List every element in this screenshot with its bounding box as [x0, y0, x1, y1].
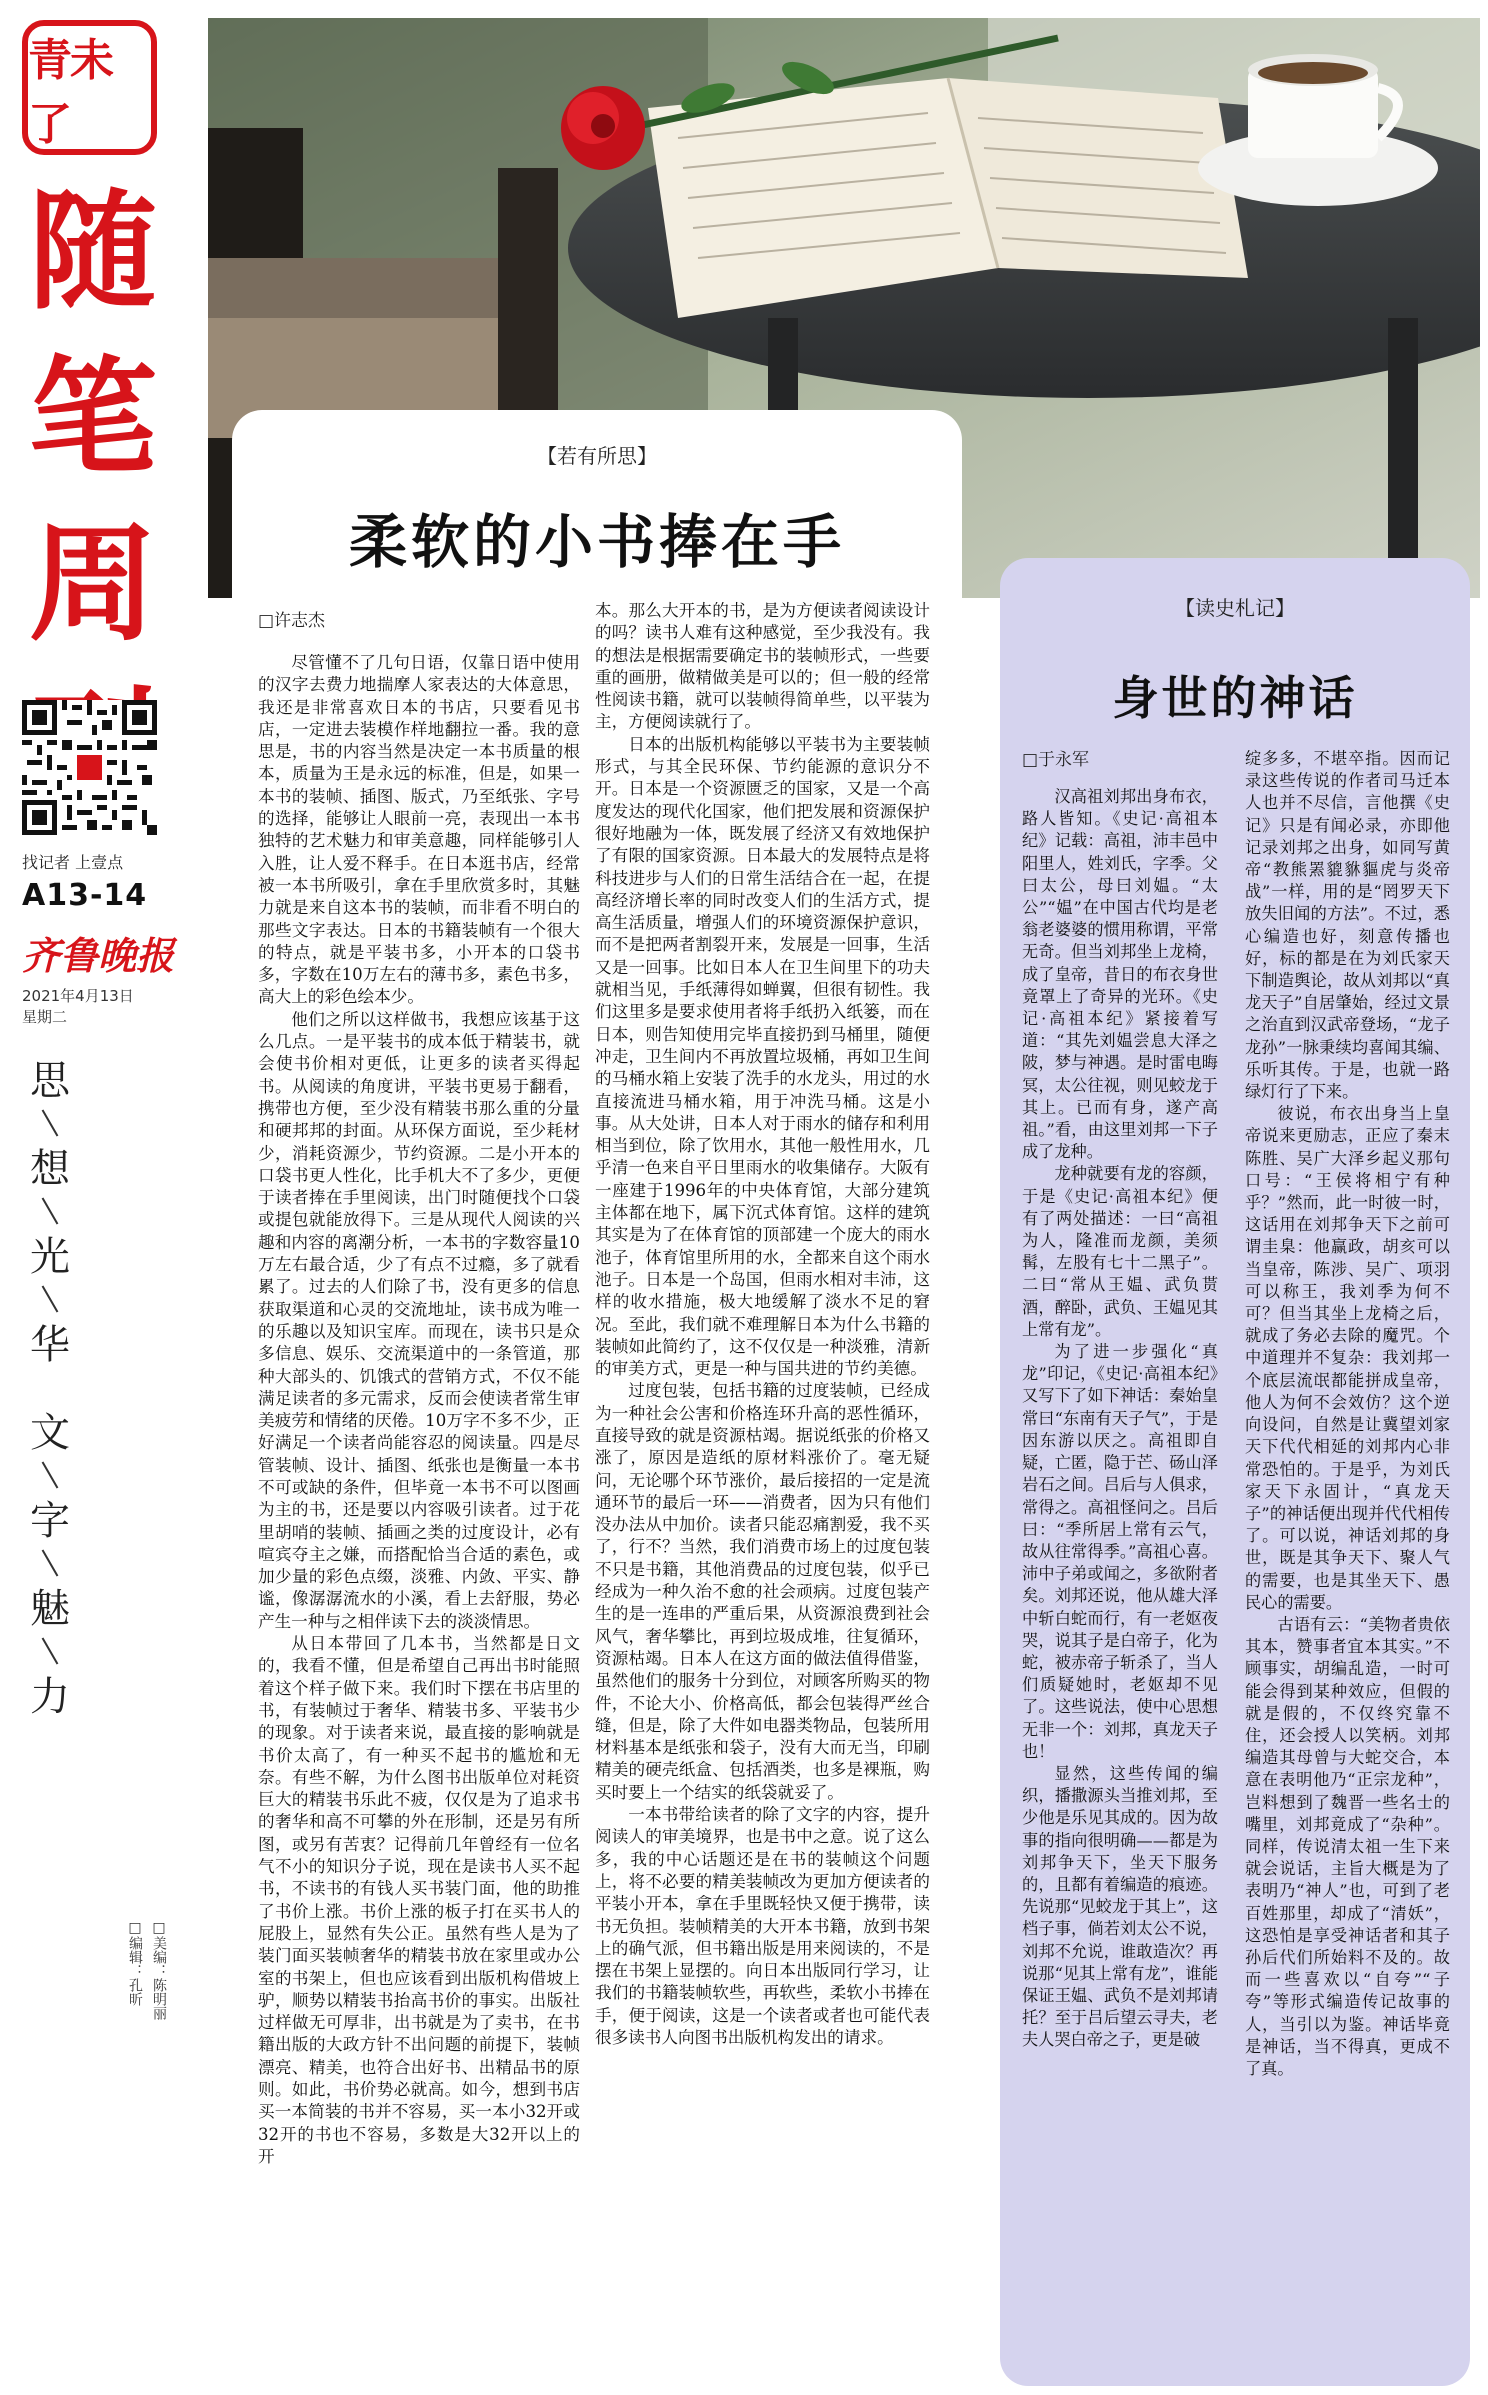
masthead [0, 0, 190, 2395]
qr-code-icon[interactable] [22, 700, 157, 835]
slogan-separator [42, 1110, 59, 1137]
paragraph: 尽管懂不了几句日语，仅靠日语中使用的汉字去费力地揣摩人家表达的大体意思，我还是非常喜欢日本的书店，只要看见书店，一定进去装模作样地翻拉一番。我的意思是，书的内容当然是决定一本书质量的根本，质量为王是永远的标准，但是，如果一本书的装帧、插图、版式，乃至纸张、字号的选择，能够让人眼前一亮，表现出一本书独特的艺术魅力和审美意趣，同样能够引人入胜，让人爱不释手。在日本逛书店，经常被一本书所吸引，拿在手里欣赏多时，其魅力就是来自这本书的装帧，而非看不明白的那些文字表达。日本的书籍装帧有一个很大的特点，就是平装书多，小开本的口袋书多，字数在10万左右的薄书多，素色书多，高大上的彩色绘本少。 [258, 653, 580, 1007]
article2-column-2 [1245, 748, 1450, 2378]
paragraph: 为了进一步强化“真龙”印记，《史记·高祖本纪》又写下了如下神话：秦始皇常曰“东南有天子气”，于是因东游以厌之。高祖即自疑，亡匿，隐于芒、砀山泽岩石之间。吕后与人俱求，常得之。高祖怪问之。吕后曰：“季所居上常有云气，故从往常得季。”高祖心喜。沛中子弟或闻之，多欲附者矣。刘邦还说，他从雄大泽中斩白蛇而行，有一老妪夜哭，说其子是白帝子，化为蛇，被赤帝子斩杀了，当人们质疑她时，老妪却不见了。这些说法，使中心思想无非一个：刘邦，真龙天子也！ [1022, 1342, 1218, 1761]
reporter-tag: 找记者 上壹点 [22, 853, 124, 872]
paragraph: 一本书带给读者的除了文字的内容，提升阅读人的审美境界，也是书中之意。说了这么多，我的中心话题还是在书的装帧这个问题上，将不必要的精美装帧改为更加方便读者的平装小开本，拿在手里既轻快又便于携带，读书无负担。装帧精美的大开本书籍，放到书架上的确气派，但书籍出版是用来阅读的，不是摆在书架上显摆的。向日本出版同行学习，让我们的书籍装帧软些，再软些，柔软小书捧在手，便于阅读，这是一个读者或者也可能代表很多读书人向图书出版机构发出的请求。 [595, 1805, 930, 2047]
article2-title: 身世的神话 [1112, 671, 1358, 725]
paragraph: 绽多多，不堪卒指。因而记录这些传说的作者司马迁本人也并不尽信，言他撰《史记》只是有闻必录，亦即他记录刘邦之出身，如同写黄帝“教熊罴貔貅貙虎与炎帝战”一样，用的是“罔罗天下放失旧闻的方法”。不过，悉心编造也好，刻意传播也好，标的都是在为刘氏家天下制造舆论，故从刘邦以“真龙天子”自居肇始，经过文景之治直到汉武帝登场，“龙子龙孙”一脉秉续均喜闻其编、乐听其传。于是，也就一路绿灯行了下来。 [1245, 749, 1450, 1102]
paragraph: 日本的出版机构能够以平装书为主要装帧形式，与其全民环保、节约能源的意识分不开。日本是一个资源匮乏的国家，又是一个高度发达的现代化国家，他们把发展和资源保护很好地融为一体，既发展了经济又有效地保护了有限的国家资源。日本最大的发展特点是将科技进步与人们的日常生活结合在一起，在提高经济增长率的同时改变人们的生活方式，提高生活质量，增强人们的环境资源保护意识，而不是把两者割裂开来，发展是一回事，生活又是一回事。比如日本人在卫生间里下的功夫就相当见，手纸薄得如蝉翼，但很有韧性。我们这里多是要求使用者将手纸扔入纸篓，而在日本，则告知使用完毕直接扔到马桶里，随便冲走，卫生间内不再放置垃圾桶，再如卫生间的马桶水箱上安装了洗手的水龙头，用过的水直接流进马桶水箱，用于冲洗马桶。这是小事。从大处讲，日本人对于雨水的储存和利用相当到位，除了饮用水，其他一般性用水，几乎清一色来自平日里雨水的收集储存。大阪有一座建于1996年的中央体育馆，大部分建筑主体都在地下，属下沉式体育馆。这样的建筑其实是为了在体育馆的顶部建一个庞大的雨水池子，体育馆里所用的水，全都来自这个雨水池子。日本是一个岛国，但雨水相对丰沛，这样的收水措施，极大地缓解了淡水不足的窘况。至此，我们就不难理解日本为什么书籍的装帧如此简约了，这不仅仅是一种淡雅，清新的审美方式，更是一种与国共进的节约美德。 [595, 734, 930, 1379]
paragraph: 本。那么大开本的书，是为方便读者阅读设计的吗？读书人难有这种感觉，至少我没有。我的想法是根据需要确定书的装帧形式，一些要重的画册，做精做美是可以的；但一般的经常性阅读书籍，就可以装帧得简单些，以平装为主，方便阅读就行了。 [595, 601, 930, 732]
slogan [20, 1060, 80, 1718]
credits [118, 1920, 178, 2070]
slogan-separator [42, 1638, 59, 1665]
article1-column-2 [595, 600, 930, 2380]
paragraph: 过度包装，包括书籍的过度装帧，已经成为一种社会公害和价格连环升高的恶性循环，直接导致的就是资源枯竭。据说纸张的价格又涨了，原因是造纸的原材料涨价了。毫无疑问，无论哪个环节涨价，最后接招的一定是流通环节的最后一环——消费者，因为只有他们没办法从中加价。读者只能忍痛割爱，我不买了，行不？当然，我们消费市场上的过度包装不只是书籍，其他消费品的过度包装，似乎已经成为一种久治不愈的社会顽病。过度包装产生的是一连串的严重后果，从资源浪费到社会风气，奢华攀比，再到垃圾成堆，往复循环，资源枯竭。日本人在这方面的做法值得借鉴，虽然他们的服务十分到位，对顾客所购买的物件，不论大小、价格高低，都会包装得严丝合缝，但是，除了大件如电器类物品，包装所用材料基本是纸张和袋子，没有大而无当，印刷精美的硬壳纸盒、包括酒类，也多是裸瓶，购买时要上一个结实的纸袋就妥了。 [595, 1381, 930, 1802]
slogan-char: 字 [30, 1498, 70, 1544]
designer-credit: □美编：陈明丽 [151, 1920, 167, 2020]
paragraph: 古语有云：“美物者贵依其本，赞事者宜本其实。”不顾事实，胡编乱造，一时可能会得到某种效应，但假的就是假的，不仅终究靠不住，还会授人以笑柄。刘邦编造其母曾与大蛇交合，本意在表明他乃“正宗龙种”，岂料想到了魏晋一些名士的嘴里，刘邦竟成了“杂种”。同样，传说清太祖一生下来就会说话，主旨大概是为了表明乃“神人”也，可到了老百姓那里，却成了“清妖”，这恐怕是享受神话者和其子孙后代们所始料不及的。故而一些喜欢以“自夸”“子夸”等形式编造传记故事的人，当引以为鉴。神话毕竟是神话，当不得真，更成不了真。 [1245, 1614, 1450, 2078]
brand-logo [22, 20, 157, 155]
slogan-char: 魅 [30, 1586, 70, 1632]
editor-credit: □编辑：孔昕 [127, 1920, 143, 2006]
title-char: 周 [28, 510, 157, 659]
paragraph: 从日本带回了几本书，当然都是日文的，我看不懂，但是希望自己再出书时能照着这个样子做下来。我们时下摆在书店里的书，有装帧过于奢华、精装书多、平装书少的现象。对于读者来说，最直接的影响就是书价太高了，有一种买不起书的尴尬和无奈。有些不解，为什么图书出版单位对耗资巨大的精装书乐此不疲，仅仅是为了追求书的奢华和高不可攀的外在形制，还是另有所图，或另有苦衷？记得前几年曾经有一位名气不小的知识分子说，现在是读书人买不起书，不读书的有钱人买书装门面，他的助推了书价上涨。书价上涨的板子打在买书人的屁股上，显然有失公正。虽然有些人是为了装门面买装帧奢华的精装书放在家里或办公室的书架上，但也应该看到出版机构借坡上驴，顺势以精装书抬高书价的事实。出版社过样做无可厚非，出书就是为了卖书，在书籍出版的大政方针不出问题的前提下，装帧漂亮、精美，也符合出好书、出精品书的原则。如此，书价势必就高。如今，想到书店买一本简装的书并不容易，买一本小32开或32开的书也不容易，多数是大32开以上的开 [258, 1634, 580, 2166]
article2-column-tag: 【读史札记】 [1175, 596, 1295, 620]
article1-title: 柔软的小书捧在手 [348, 508, 845, 576]
article1-column-tag: 【若有所思】 [537, 444, 657, 468]
slogan-char: 思 [30, 1058, 70, 1104]
page-number: A13-14 [22, 878, 148, 913]
issue-weekday: 星期二 [22, 1008, 68, 1026]
paragraph: 龙种就要有龙的容颜，于是《史记·高祖本纪》便有了两处描述：一曰“高祖为人，隆准而龙颜，美须髯，左股有七十二黑子”。二曰“常从王媪、武负贳酒，醉卧，武负、王媪见其上常有龙”。 [1022, 1164, 1218, 1339]
paragraph: 汉高祖刘邦出身布衣，路人皆知。《史记·高祖本纪》记载：高祖，沛丰邑中阳里人，姓刘氏，字季。父曰太公，母曰刘媪。“太公”“媪”在中国古代均是老翁老婆婆的惯用称谓，平常无奇。但当刘邦坐上龙椅，成了皇帝，昔日的布衣身世竟罩上了奇异的光环。《史记·高祖本纪》紧接着写道：“其先刘媪尝息大泽之陂，梦与神遇。是时雷电晦冥，太公往视，则见蛟龙于其上。已而有身，遂产高祖。”看，由这里刘邦一下子成了龙种。 [1022, 787, 1218, 1162]
slogan-char: 文 [30, 1410, 70, 1456]
slogan-char: 想 [30, 1146, 70, 1192]
title-char: 笔 [28, 344, 157, 493]
article2-author: □于永军 [1022, 750, 1090, 770]
article1-column-1 [258, 652, 580, 2382]
slogan-char: 力 [30, 1674, 70, 1720]
paragraph: 彼说，布衣出身当上皇帝说来更励志，正应了秦末陈胜、吴广大泽乡起义那句口号：“王侯将相宁有种乎？”然而，此一时彼一时，这话用在刘邦争天下之前可谓圭臬：他赢政，胡亥可以当皇帝，陈涉、吴广、项羽可以称王，我刘季为何不可？但当其坐上龙椅之后，就成了务必去除的魔咒。个中道理并不复杂：我刘邦一个底层流氓都能拼成皇帝，他人为何不会效仿？这个逆向设问，自然是让冀望刘家天下代代相延的刘邦内心非常恐怕的。于是乎，为刘氏家天下永固计，“真龙天子”的神话便出现并代代相传了。可以说，神话刘邦的身世，既是其争天下、聚人气的需要，也是其坐天下、愚民心的需要。 [1245, 1104, 1450, 1612]
article1-author: □许志杰 [258, 611, 326, 631]
title-char: 随 [28, 178, 157, 327]
slogan-separator [42, 1550, 59, 1577]
article2-column-1 [1022, 786, 1218, 2376]
slogan-char: 光 [30, 1234, 70, 1280]
newspaper-name: 齐鲁晚报 [22, 933, 175, 978]
paragraph: 显然，这些传闻的编织，播撒源头当推刘邦，至少他是乐见其成的。因为故事的指向很明确——都是为刘邦争天下，坐天下服务的，且都有着编造的痕迹。先说那“见蛟龙于其上”，这档子事，倘若刘太公不说，刘邦不允说，谁敢造次？再说那“见其上常有龙”，谁能保证王媪、武负不是刘邦请托？至于吕后望云寻夫，老夫人哭白帝之子，更是破 [1022, 1763, 1218, 2050]
paragraph: 他们之所以这样做书，我想应该基于这么几点。一是平装书的成本低于精装书，就会使书价相对更低，让更多的读者买得起书。从阅读的角度讲，平装书更易于翻看，携带也方便，至少没有精装书那么重的分量和硬邦邦的封面。从环保方面说，至少耗材少，消耗资源少，节约资源。二是小开本的口袋书更人性化，比手机大不了多少，更便于读者捧在手里阅读，出门时随便找个口袋或提包就能放得下。三是从现代人阅读的兴趣和内容的离潮分析，一本书的字数容量10万左右最合适，少了有点不过瘾，多了就看累了。过去的人们除了书，没有更多的信息获取渠道和心灵的交流地址，读书成为唯一的乐趣以及知识宝库。而现在，读书只是众多信息、娱乐、交流渠道中的一条管道，那种大部头的、饥饿式的营销方式，不仅不能满足读者的多元需求，反而会使读者常生审美疲劳和情绪的厌倦。10万字不多不少，正好满足一个读者尚能容忍的阅读量。四是尽管装帧、设计、插图、纸张也是衡量一本书不可或缺的条件，但毕竟一本书不可以图画为主的书，还是要以内容吸引读者。过于花里胡哨的装帧、插画之类的过度设计，必有喧宾夺主之嫌，而搭配恰当合适的素色，或加少量的彩色点缀，淡雅、内敛、平实、静谧，像潺潺流水的小溪，看上去舒服，势必产生一种与之相伴读下去的淡淡情思。 [258, 1009, 580, 1631]
slogan-separator [42, 1198, 59, 1225]
slogan-char: 华 [30, 1322, 70, 1368]
slogan-separator [42, 1462, 59, 1489]
slogan-separator [42, 1286, 59, 1313]
logo-text: 青未了 [28, 34, 112, 150]
issue-date: 2021年4月13日 [22, 987, 134, 1005]
